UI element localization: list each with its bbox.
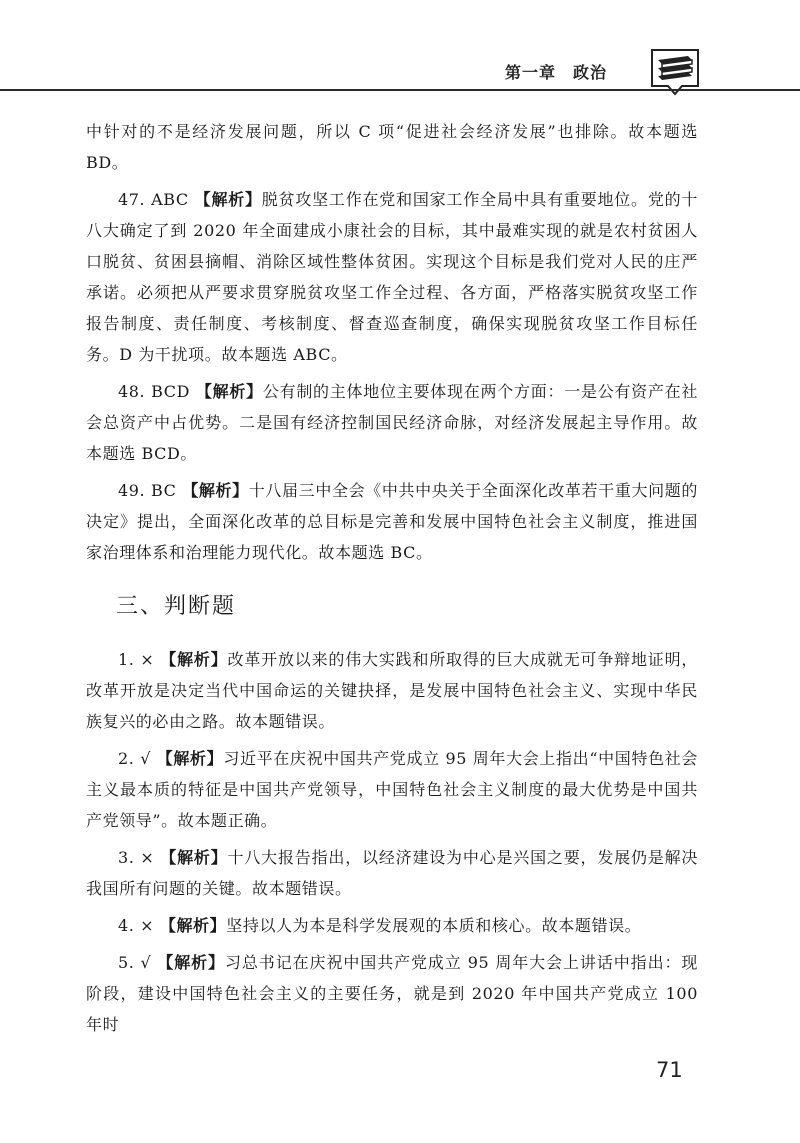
judgement-4: [86, 910, 698, 941]
answer-text: 十八届三中全会《中共中央关于全面深化改革若干重大问题的决定》提出，全面深化改革的总目标是完善和发展中国特色社会主义制度，推进国家治理体系和治理能力现代化。故本题选 BC。: [86, 481, 698, 562]
answer-text: 习近平在庆祝中国共产党成立 95 周年大会上指出“中国特色社会主义最本质的特征是中国共产党领导，中国特色社会主义制度的最大优势是中国共产党领导”。故本题正确。: [86, 749, 698, 830]
judgement-1: [86, 644, 698, 737]
answer-number: 5. √: [118, 953, 152, 972]
answer-text: 坚持以人为本是科学发展观的本质和核心。故本题错误。: [226, 916, 642, 935]
answer-number: 1. ×: [118, 650, 155, 669]
analysis-label: 【解析】: [157, 953, 225, 972]
section-heading: 三、判断题: [116, 594, 237, 619]
answer-text: 十八大报告指出，以经济建设为中心是兴国之要，发展仍是解决我国所有问题的关键。故本题错误。: [86, 848, 698, 898]
analysis-label: 【解析】: [159, 916, 227, 935]
analysis-label: 【解析】: [156, 749, 224, 768]
paragraph: [86, 116, 698, 178]
analysis-label: 【解析】: [194, 190, 262, 209]
page-number: 71: [656, 1058, 683, 1082]
answer-text: 改革开放以来的伟大实践和所取得的巨大成就无可争辩地证明，改革开放是决定当代中国命运的关键抉择，是发展中国特色社会主义、实现中华民族复兴的必由之路。故本题错误。: [86, 650, 698, 731]
answer-number: 2. √: [118, 749, 151, 768]
answer-47: [86, 184, 698, 370]
judgement-5: [86, 947, 698, 1040]
analysis-label: 【解析】: [182, 481, 249, 500]
answer-text: 习总书记在庆祝中国共产党成立 95 周年大会上讲话中指出：现阶段，建设中国特色社会主义的主要任务，就是到 2020 年中国共产党成立 100 年时: [86, 953, 698, 1034]
answer-48: [86, 376, 698, 469]
answer-text: 脱贫攻坚工作在党和国家工作全局中具有重要地位。党的十八大确定了到 2020 年全面建成小康社会的目标，其中最难实现的就是农村贫困人口脱贫、贫困县摘帽、消除区域性整体贫困。实现这个目标是我们党对人民的庄严承诺。必须把从严要求贯穿脱贫攻坚工作全过程、各方面，严格落实脱贫攻坚工作报告制度、责任制度、考核制度、督查巡查制度，确保实现脱贫攻坚工作目标任务。D 为干扰项。故本题选 ABC。: [86, 190, 698, 364]
analysis-label: 【解析】: [195, 382, 263, 401]
answer-number: 4. ×: [118, 916, 155, 935]
page-header: [0, 0, 800, 100]
judgement-3: [86, 842, 698, 904]
answer-49: [86, 475, 698, 568]
answer-number: 47. ABC: [118, 190, 189, 209]
page-body: [86, 116, 698, 1046]
answer-number: 3. ×: [118, 848, 155, 867]
answer-number: 48. BCD: [118, 382, 190, 401]
answer-number: 49. BC: [118, 481, 177, 500]
chapter-title: 第一章 政治: [505, 63, 608, 82]
judgement-2: [86, 743, 698, 836]
analysis-label: 【解析】: [160, 848, 228, 867]
answer-text: 公有制的主体地位主要体现在两个方面：一是公有资产在社会总资产中占优势。二是国有经济控制国民经济命脉，对经济发展起主导作用。故本题选 BCD。: [86, 382, 699, 463]
header-divider: [0, 89, 800, 91]
paragraph-text: 中针对的不是经济发展问题，所以 C 项“促进社会经济发展”也排除。故本题选 BD。: [86, 122, 698, 172]
analysis-label: 【解析】: [160, 650, 228, 669]
